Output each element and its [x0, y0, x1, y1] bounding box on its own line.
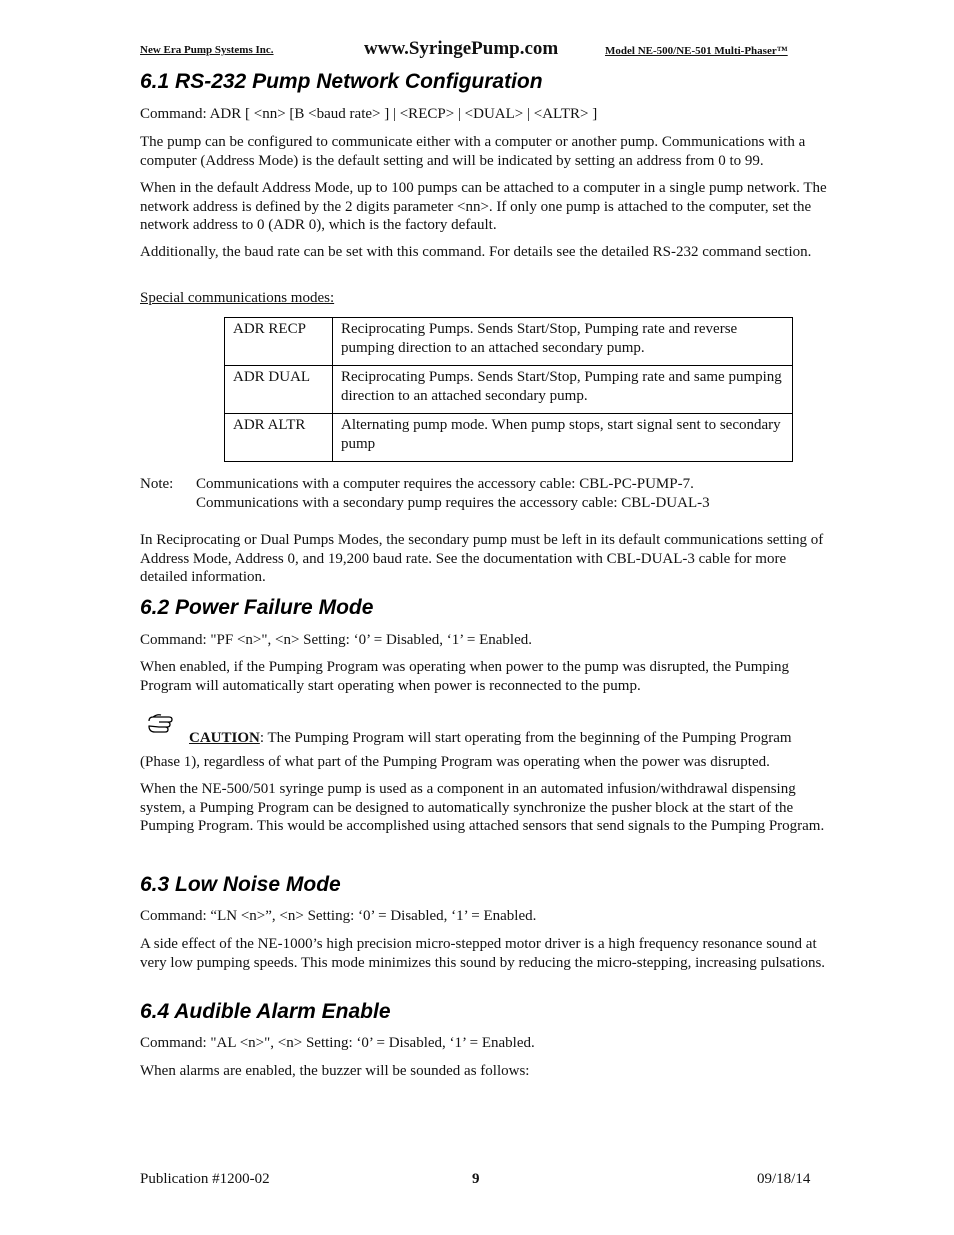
command-pf: Command: "PF <n>", <n> Setting: ‘0’ = Disabled, ‘1’ = Enabled.: [140, 632, 532, 648]
command-adr: Command: ADR [ <nn> [B <baud rate> ] | <RECP> | <DUAL> | <ALTR> ]: [140, 106, 598, 122]
table-row: [225, 414, 793, 462]
paragraph: The pump can be configured to communicate either with a computer or another pump. Communications with a computer (Address Mode) is the default setting and will be indicated by setting an address from 0 to 99.: [140, 134, 806, 169]
paragraph: When alarms are enabled, the buzzer will be sounded as follows:: [140, 1063, 530, 1079]
mode-command-cell: ADR RECP: [225, 318, 333, 366]
section-heading-6-1: 6.1 RS-232 Pump Network Configuration: [140, 70, 543, 93]
paragraph: In Reciprocating or Dual Pumps Modes, the secondary pump must be left in its default communications setting of Address Mode, Address 0, and 19,200 baud rate. See the documentation with CBL-DUAL-3 cable for more detailed information.: [140, 532, 824, 585]
header-model: Model NE-500/NE-501 Multi-Phaser™: [605, 45, 788, 57]
command-al: Command: "AL <n>", <n> Setting: ‘0’ = Disabled, ‘1’ = Enabled.: [140, 1035, 535, 1051]
paragraph: When enabled, if the Pumping Program was operating when power to the pump was disrupted, the Pumping Program will automatically start operating when power is reconnected to the pump.: [140, 659, 790, 694]
page-number: 9: [472, 1171, 480, 1187]
communication-modes-table: [224, 317, 793, 462]
mode-description-cell: Reciprocating Pumps. Sends Start/Stop, Pumping rate and same pumping direction to an attached secondary pump.: [333, 366, 793, 414]
note-label: Note:: [140, 476, 174, 492]
section-heading-6-3: 6.3 Low Noise Mode: [140, 873, 341, 896]
footer-publication: Publication #1200-02: [140, 1171, 270, 1187]
paragraph: Additionally, the baud rate can be set with this command. For details see the detailed RS-232 command section.: [140, 244, 812, 260]
special-modes-label: Special communications modes:: [140, 290, 335, 306]
paragraph: When in the default Address Mode, up to 100 pumps can be attached to a computer in a single pump network. The network address is defined by the 2 digits parameter <nn>. If only one pump is attached to the computer, set the network address to 0 (ADR 0), which is the factory default.: [140, 180, 827, 233]
mode-description-cell: Reciprocating Pumps. Sends Start/Stop, Pumping rate and reverse pumping direction to an attached secondary pump.: [333, 318, 793, 366]
header-website: www.SyringePump.com: [364, 38, 559, 59]
paragraph: When the NE-500/501 syringe pump is used as a component in an automated infusion/withdrawal dispensing system, a Pumping Program can be designed to automatically synchronize the pusher block at the start of the Pumping Program. This would be accomplished using attached sensors that send signals to the Pumping Program.: [140, 781, 825, 834]
pointing-hand-icon: [147, 712, 183, 739]
table-row: [225, 318, 793, 366]
caution-continuation: (Phase 1), regardless of what part of the Pumping Program was operating when the power was disrupted.: [140, 754, 770, 770]
footer-date: 09/18/14: [757, 1171, 811, 1187]
section-heading-6-2: 6.2 Power Failure Mode: [140, 596, 374, 619]
command-ln: Command: “LN <n>”, <n> Setting: ‘0’ = Disabled, ‘1’ = Enabled.: [140, 908, 537, 924]
caution-label: CAUTION: [189, 730, 260, 746]
note-line: Communications with a secondary pump requires the accessory cable: CBL-DUAL-3: [196, 495, 710, 511]
note-line: Communications with a computer requires the accessory cable: CBL-PC-PUMP-7.: [196, 476, 694, 492]
paragraph: A side effect of the NE-1000’s high precision micro-stepped motor driver is a high frequency resonance sound at very low pumping speeds. This mode minimizes this sound by reducing the micro-stepping, increasing pulsations.: [140, 936, 826, 971]
mode-description-cell: Alternating pump mode. When pump stops, start signal sent to secondary pump: [333, 414, 793, 462]
header-company: New Era Pump Systems Inc.: [140, 44, 274, 56]
section-heading-6-4: 6.4 Audible Alarm Enable: [140, 1000, 391, 1023]
caution-line: [189, 730, 792, 747]
table-row: [225, 366, 793, 414]
caution-text: : The Pumping Program will start operating from the beginning of the Pumping Program: [259, 730, 792, 746]
mode-command-cell: ADR ALTR: [225, 414, 333, 462]
mode-command-cell: ADR DUAL: [225, 366, 333, 414]
